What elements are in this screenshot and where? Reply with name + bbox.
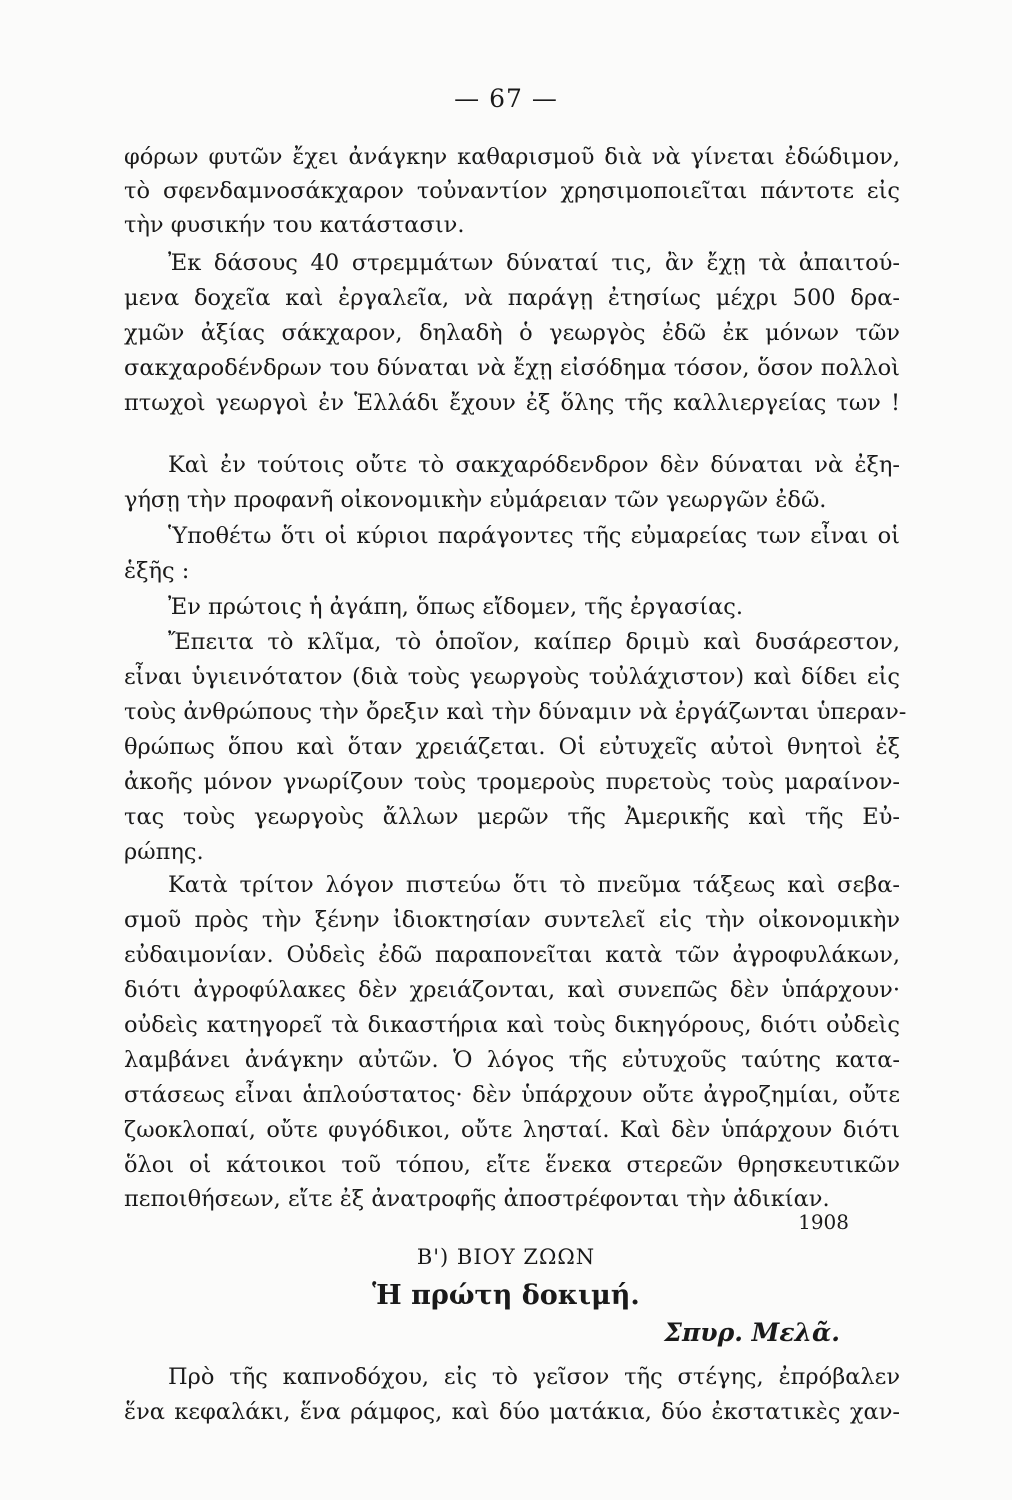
text-line: στάσεως εἶναι ἁπλούστατος· δὲν ὑπάρχουν οὔτε ἀγροζημίαι, οὔτε (124, 1082, 900, 1108)
date: 1908 (798, 1210, 849, 1234)
text-line: Πρὸ τῆς καπνοδόχου, εἰς τὸ γεῖσον τῆς στέγης, ἐπρόβαλεν (168, 1364, 900, 1390)
text-line: θρώπως ὅπου καὶ ὅταν χρειάζεται. Οἱ εὐτυχεῖς αὐτοὶ θνητοὶ ἐξ (124, 734, 900, 760)
text-line: φόρων φυτῶν ἔχει ἀνάγκην καθαρισμοῦ διὰ νὰ γίνεται ἐδώδιμον, (124, 144, 900, 170)
section-heading: Β') ΒΙΟΥ ΖΩΩΝ (416, 1245, 596, 1269)
text-line: τας τοὺς γεωργοὺς ἄλλων μερῶν τῆς Ἀμερικῆς καὶ τῆς Εὐ- (124, 804, 900, 830)
text-line: μενα δοχεῖα καὶ ἐργαλεῖα, νὰ παράγῃ ἐτησίως μέχρι 500 δρα- (124, 285, 900, 311)
author-name: Σπυρ. Μελᾶ. (664, 1318, 840, 1347)
text-line: Ἔπειτα τὸ κλῖμα, τὸ ὁποῖον, καίπερ δριμὺ καὶ δυσάρεστον, (168, 629, 900, 655)
text-line: ἀκοῆς μόνον γνωρίζουν τοὺς τρομεροὺς πυρετοὺς τοὺς μαραίνον- (124, 769, 900, 795)
text-line: εὐδαιμονίαν. Οὐδεὶς ἐδῶ παραπονεῖται κατὰ τῶν ἀγροφυλάκων, (124, 942, 900, 968)
text-line: οὐδεὶς κατηγορεῖ τὰ δικαστήρια καὶ τοὺς δικηγόρους, διότι οὐδεὶς (124, 1012, 900, 1038)
text-line: τὸ σφενδαμνοσάκχαρον τοὐναντίον χρησιμοποιεῖται πάντοτε εἰς (124, 178, 900, 204)
text-line: Ὑποθέτω ὅτι οἱ κύριοι παράγοντες τῆς εὐμαρείας των εἶναι οἱ (168, 523, 900, 549)
text-line: Ἐκ δάσους 40 στρεμμάτων δύναταί τις, ἂν ἔχῃ τὰ ἀπαιτού- (168, 250, 900, 276)
page-number: — 67 — (454, 84, 558, 113)
text-line: διότι ἀγροφύλακες δὲν χρειάζονται, καὶ συνεπῶς δὲν ὑπάρχουν· (124, 977, 900, 1003)
text-line: γήσῃ τὴν προφανῆ οἰκονομικὴν εὐμάρειαν τῶν γεωργῶν ἐδῶ. (124, 487, 827, 513)
text-line: χμῶν ἀξίας σάκχαρον, δηλαδὴ ὁ γεωργὸς ἐδῶ ἐκ μόνων τῶν (124, 320, 900, 346)
text-line: εἶναι ὑγιεινότατον (διὰ τοὺς γεωργοὺς τοὐλάχιστον) καὶ δίδει εἰς (124, 664, 900, 690)
text-line: τοὺς ἀνθρώπους τὴν ὄρεξιν καὶ τὴν δύναμιν νὰ ἐργάζωνται ὑπεραν- (124, 699, 907, 725)
text-line: ἕνα κεφαλάκι, ἕνα ράμφος, καὶ δύο ματάκια, δύο ἐκστατικὲς χαν- (124, 1399, 900, 1425)
text-line: ρώπης. (124, 839, 204, 865)
text-line: ζωοκλοπαί, οὔτε φυγόδικοι, οὔτε λησταί. Καὶ δὲν ὑπάρχουν διότι (124, 1117, 900, 1143)
text-line: Ἐν πρώτοις ἡ ἀγάπη, ὅπως εἴδομεν, τῆς ἐργασίας. (168, 594, 744, 620)
text-line: σακχαροδένδρων του δύναται νὰ ἔχῃ εἰσόδημα τόσον, ὅσον πολλοὶ (124, 355, 900, 381)
story-title: Ἡ πρώτη δοκιμή. (372, 1280, 640, 1311)
text-line: λαμβάνει ἀνάγκην αὐτῶν. Ὁ λόγος τῆς εὐτυχοῦς ταύτης κατα- (124, 1047, 900, 1073)
text-line: Καὶ ἐν τούτοις οὔτε τὸ σακχαρόδενδρον δὲν δύναται νὰ ἐξη- (168, 452, 900, 478)
text-line: τὴν φυσικήν του κατάστασιν. (124, 212, 465, 238)
text-line: Κατὰ τρίτον λόγον πιστεύω ὅτι τὸ πνεῦμα τάξεως καὶ σεβα- (168, 872, 900, 898)
text-line: πεποιθήσεων, εἴτε ἐξ ἀνατροφῆς ἀποστρέφονται τὴν ἀδικίαν. (124, 1186, 830, 1212)
text-line: ἑξῆς : (124, 558, 190, 584)
text-line: πτωχοὶ γεωργοὶ ἐν Ἑλλάδι ἔχουν ἐξ ὅλης τῆς καλλιεργείας των ! (124, 390, 900, 416)
text-line: σμοῦ πρὸς τὴν ξένην ἰδιοκτησίαν συντελεῖ εἰς τὴν οἰκονομικὴν (124, 907, 900, 933)
text-line: ὅλοι οἱ κάτοικοι τοῦ τόπου, εἴτε ἕνεκα στερεῶν θρησκευτικῶν (124, 1152, 900, 1178)
